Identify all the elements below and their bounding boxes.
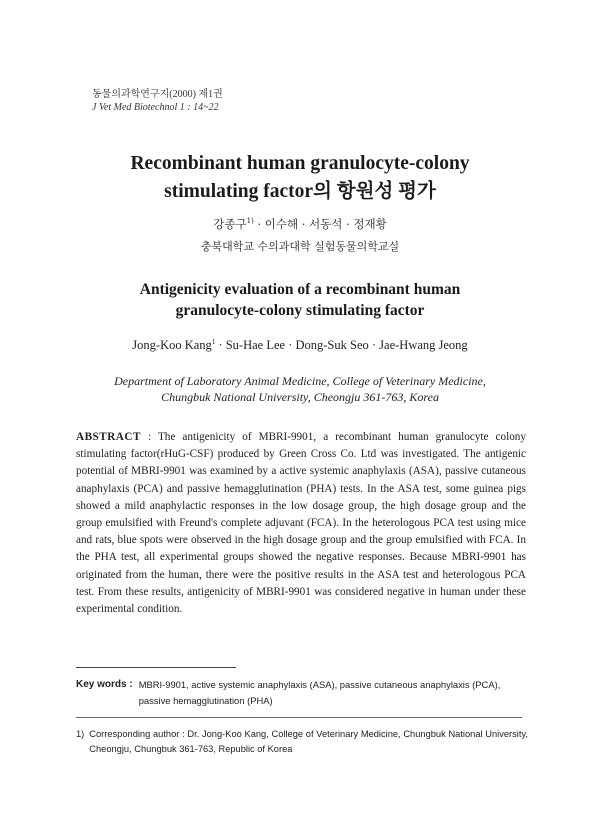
english-title xyxy=(60,279,540,321)
korean-author-footnote-mark: 1) xyxy=(246,217,254,226)
english-author-footnote-mark: 1 xyxy=(211,338,216,346)
english-affiliation xyxy=(60,373,540,405)
journal-english-citation: J Vet Med Biotechnol 1 : 14~22 xyxy=(92,102,219,113)
keywords-label xyxy=(76,677,133,709)
keywords-label-text: Key words xyxy=(76,679,127,690)
english-other-authors: · Su-Hae Lee · Dong-Suk Seo · Jae-Hwang Jeong xyxy=(215,338,468,353)
english-title-line-2: granulocyte-colony stimulating factor xyxy=(175,302,425,319)
keywords-divider xyxy=(76,667,236,668)
footnote-divider xyxy=(76,717,522,718)
korean-other-authors: · 이수해 · 서동석 · 정재황 xyxy=(253,217,387,231)
journal-korean-citation: 동물의과학연구지(2000) 제1권 xyxy=(92,89,223,100)
corresponding-author-footnote xyxy=(76,727,528,757)
abstract-body: The antigenicity of MBRI-9901, a recombinant human granulocyte colony stimulating factor(rHuG-CSF) produced by Green Cross Co. Ltd was investigated. The antigenic potential of MBRI-9901 was examined by a active systemic anaphylaxis (ASA), passive cutaneous anaphylaxis (PCA) and passive hemagglutination (PHA) tests. In the ASA test, some guinea pigs showed a mild anaphylactic responses in the low dosage group, the high dosage group and the group emulsified with Freund's complete adjuvant (FCA). In the heterologous PCA test using mice and rats, blue spots were observed in the high dosage group and the group emulsified with FCA. In the PHA test, all experimental groups showed the negative responses. Because MBRI-9901 has originated from the human, there were the positive results in the ASA test and heterologous PCA test. From these results, antigenicity of MBRI-9901 was considered negative in human under these experimental condition. xyxy=(76,431,526,616)
keywords-list: MBRI-9901, active systemic anaphylaxis (ASA), passive cutaneous anaphylaxis (PCA), passive hemagglutination (PHA) xyxy=(138,679,501,706)
english-first-author: Jong-Koo Kang xyxy=(132,338,212,353)
abstract-heading: ABSTRACT xyxy=(76,431,141,443)
korean-authors xyxy=(0,216,600,232)
english-affiliation-line-2: Chungbuk National University, Cheongju 361-763, Korea xyxy=(161,390,439,404)
korean-affiliation: 충북대학교 수의과대학 실험동물의학교실 xyxy=(200,240,400,253)
keywords-separator: : xyxy=(126,679,133,690)
abstract-separator: : xyxy=(140,431,158,443)
korean-title-line-1: Recombinant human granulocyte-colony xyxy=(130,153,470,174)
korean-title xyxy=(60,150,540,206)
footnote-text: Corresponding author : Dr. Jong-Koo Kang, College of Veterinary Medicine, Chungbuk National University, Cheongju, Chungbuk 361-763, Republic of Korea xyxy=(89,729,528,754)
journal-header xyxy=(92,88,223,114)
korean-title-line-2: stimulating factor의 항원성 평가 xyxy=(164,181,436,202)
korean-first-author: 강종구 xyxy=(213,217,247,231)
footnote-mark: 1) xyxy=(76,729,85,739)
abstract xyxy=(76,429,526,618)
english-title-line-1: Antigenicity evaluation of a recombinant human xyxy=(139,281,461,298)
english-authors xyxy=(0,338,600,353)
keywords xyxy=(76,677,526,709)
english-affiliation-line-1: Department of Laboratory Animal Medicine, College of Veterinary Medicine, xyxy=(114,374,486,388)
